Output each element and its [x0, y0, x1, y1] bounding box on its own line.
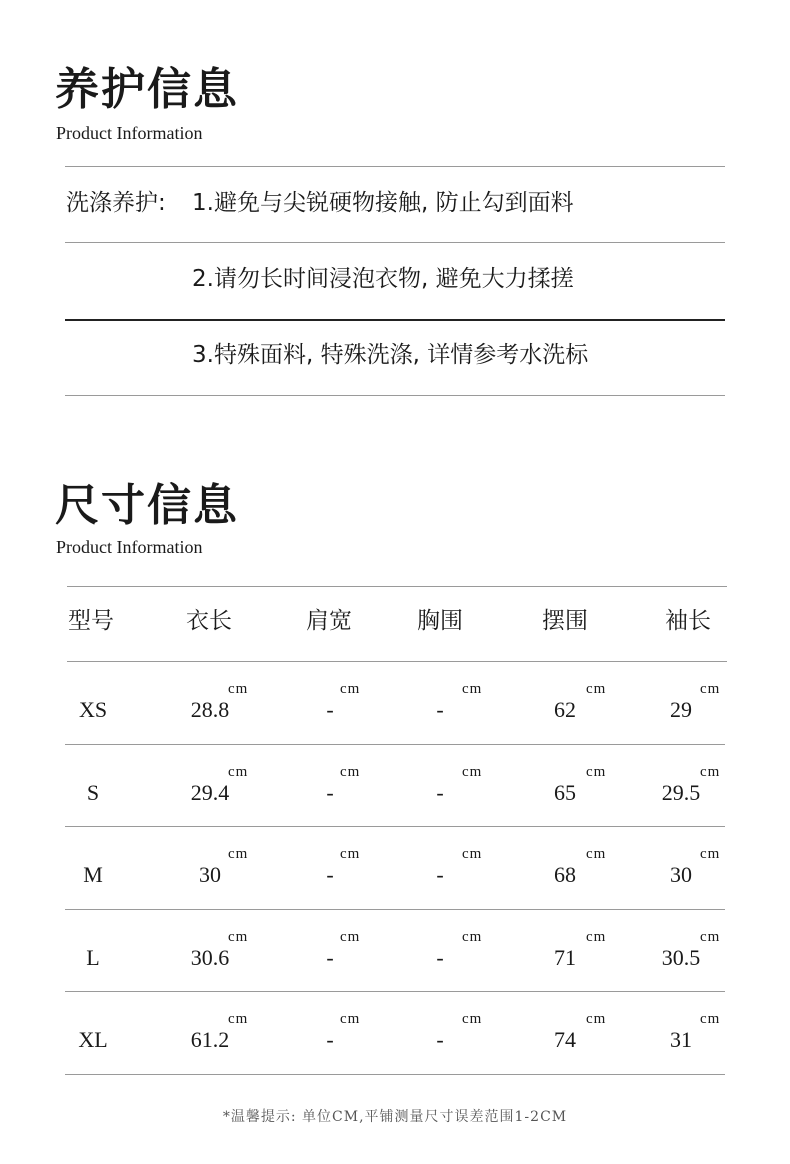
cell-chest: - — [436, 944, 444, 970]
unit-label: cm — [228, 1011, 249, 1027]
unit-label: cm — [340, 1011, 361, 1027]
divider — [65, 991, 725, 992]
cell-shoulder: - — [326, 697, 334, 722]
header-shoulder: 肩宽 — [306, 608, 352, 634]
cell-size: L — [86, 944, 100, 970]
care-section-subtitle: Product Information — [56, 123, 203, 143]
cell-chest: - — [436, 1027, 444, 1052]
unit-label: cm — [586, 681, 607, 697]
divider — [65, 744, 725, 745]
cell-shoulder: - — [326, 944, 334, 970]
unit-label: cm — [586, 1011, 607, 1027]
divider — [65, 909, 725, 910]
cell-length: 29.4 — [190, 779, 230, 805]
cell-sleeve: 29.5 — [661, 779, 701, 805]
unit-label: cm — [228, 928, 249, 945]
care-item-3: 3.特殊面料, 特殊洗涤, 详情参考水洗标 — [192, 342, 589, 368]
care-section-title: 养护信息 — [55, 64, 239, 115]
cell-sleeve: 31 — [670, 1027, 692, 1052]
cell-shoulder: - — [326, 862, 334, 887]
table-top-border — [67, 586, 727, 587]
divider — [65, 242, 725, 243]
cell-length: 61.2 — [190, 1027, 230, 1052]
cell-hem: 65 — [554, 779, 576, 805]
unit-label: cm — [462, 928, 483, 945]
cell-hem: 74 — [554, 1027, 576, 1052]
unit-label: cm — [340, 928, 361, 945]
unit-label: cm — [228, 763, 249, 780]
unit-label: cm — [462, 846, 483, 862]
unit-label: cm — [700, 928, 721, 945]
unit-label: cm — [462, 1011, 483, 1027]
cell-length: 30.6 — [190, 944, 230, 970]
unit-label: cm — [462, 763, 483, 780]
size-note: *温馨提示: 单位CM,平铺测量尺寸误差范围1-2CM — [222, 1109, 568, 1125]
unit-label: cm — [340, 681, 361, 697]
care-item-2: 2.请勿长时间浸泡衣物, 避免大力揉搓 — [192, 266, 574, 292]
unit-label: cm — [340, 763, 361, 780]
cell-shoulder: - — [326, 1027, 334, 1052]
divider — [65, 826, 725, 827]
cell-hem: 71 — [554, 944, 576, 970]
cell-chest: - — [436, 697, 444, 722]
header-chest: 胸围 — [417, 608, 463, 634]
cell-chest: - — [436, 779, 444, 805]
cell-length: 30 — [199, 862, 221, 887]
cell-sleeve: 30.5 — [661, 944, 701, 970]
header-size: 型号 — [68, 608, 114, 634]
cell-size: S — [86, 779, 100, 805]
care-item-1: 1.避免与尖锐硬物接触, 防止勾到面料 — [192, 190, 574, 216]
header-length: 衣长 — [186, 608, 232, 634]
unit-label: cm — [586, 763, 607, 780]
divider — [65, 319, 725, 321]
cell-sleeve: 30 — [670, 862, 692, 887]
header-sleeve: 袖长 — [665, 608, 711, 634]
divider — [65, 395, 725, 396]
cell-sleeve: 29 — [670, 697, 692, 722]
unit-label: cm — [586, 846, 607, 862]
unit-label: cm — [228, 846, 249, 862]
divider — [65, 1074, 725, 1075]
header-hem: 摆围 — [542, 608, 588, 634]
unit-label: cm — [462, 681, 483, 697]
cell-length: 28.8 — [190, 697, 230, 722]
size-section-title: 尺寸信息 — [55, 480, 239, 531]
divider — [65, 166, 725, 167]
cell-size: M — [83, 862, 103, 887]
cell-chest: - — [436, 862, 444, 887]
divider — [67, 661, 727, 662]
unit-label: cm — [340, 846, 361, 862]
unit-label: cm — [700, 1011, 721, 1027]
unit-label: cm — [228, 681, 249, 697]
unit-label: cm — [586, 928, 607, 945]
unit-label: cm — [700, 846, 721, 862]
cell-shoulder: - — [326, 779, 334, 805]
size-section-subtitle: Product Information — [56, 537, 203, 557]
cell-hem: 62 — [554, 697, 576, 722]
care-label: 洗涤养护: — [66, 190, 166, 216]
unit-label: cm — [700, 681, 721, 697]
unit-label: cm — [700, 763, 721, 780]
cell-size: XL — [78, 1027, 108, 1052]
cell-size: XS — [78, 697, 108, 722]
cell-hem: 68 — [554, 862, 576, 887]
